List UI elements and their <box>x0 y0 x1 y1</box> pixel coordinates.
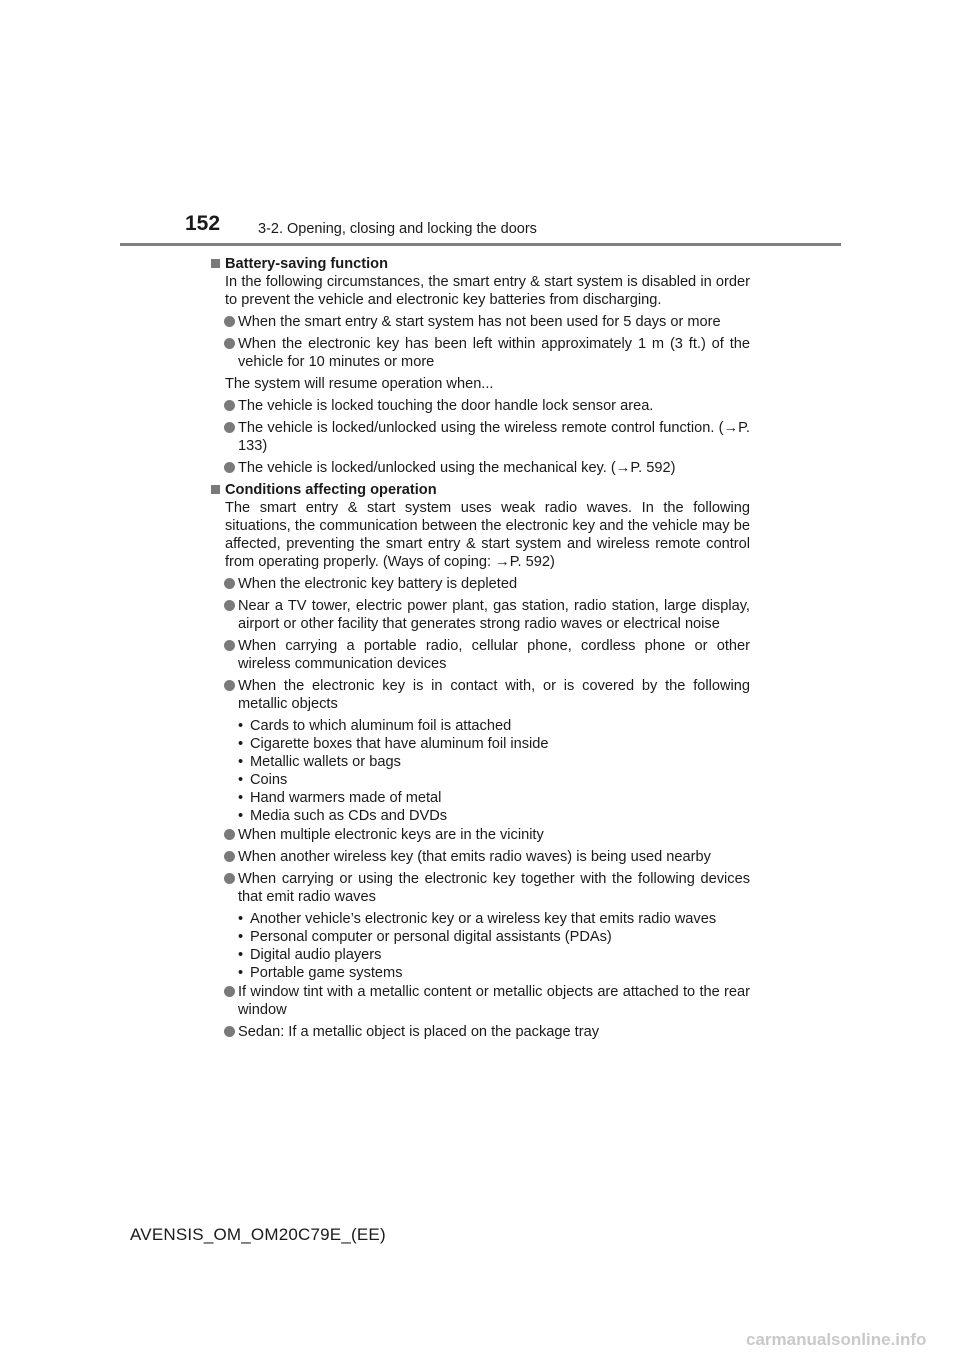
conditions-section <box>210 481 750 1041</box>
list-item-text: Near a TV tower, electric power plant, gas station, radio station, large display, airport or other facility that generates strong radio waves or electrical noise <box>238 598 750 632</box>
square-bullet-icon <box>211 259 220 268</box>
heading-text: Battery-saving function <box>225 256 388 272</box>
list-item-text: The vehicle is locked/unlocked using the wireless remote control function. (→P. 133) <box>238 420 750 454</box>
list-item-text: When the smart entry & start system has not been used for 5 days or more <box>238 314 721 330</box>
square-bullet-icon <box>211 485 220 494</box>
list-item <box>210 983 750 1019</box>
sub-list-item: • Cards to which aluminum foil is attached <box>210 717 750 735</box>
list-item-text: When the electronic key has been left within approximately 1 m (3 ft.) of the vehicle for 10 minutes or more <box>238 336 750 370</box>
sub-list-item: • Cigarette boxes that have aluminum foil inside <box>210 735 750 753</box>
list-item <box>210 870 750 906</box>
sub-list-item: • Personal computer or personal digital assistants (PDAs) <box>210 928 750 946</box>
sub-list-item: • Metallic wallets or bags <box>210 753 750 771</box>
list-item-text: The vehicle is locked/unlocked using the mechanical key. (→P. 592) <box>238 460 676 476</box>
circle-bullet-icon <box>224 640 235 651</box>
sub-list-item: • Coins <box>210 771 750 789</box>
list-item-text: When the electronic key is in contact with, or is covered by the following metallic objects <box>238 678 750 712</box>
page-content <box>210 255 750 1041</box>
heading-text: Conditions affecting operation <box>225 482 437 498</box>
list-item <box>210 1023 750 1041</box>
circle-bullet-icon <box>224 680 235 691</box>
page-number: 152 <box>185 212 221 235</box>
list-item-text: The vehicle is locked touching the door handle lock sensor area. <box>238 398 654 414</box>
circle-bullet-icon <box>224 829 235 840</box>
header-divider <box>120 243 841 246</box>
circle-bullet-icon <box>224 422 235 433</box>
radio-devices-list <box>210 910 750 982</box>
document-code: AVENSIS_OM_OM20C79E_(EE) <box>130 1225 386 1244</box>
list-item <box>210 575 750 593</box>
list-item <box>210 419 750 455</box>
list-item-text: When the electronic key battery is depleted <box>238 576 518 592</box>
list-item <box>210 848 750 866</box>
battery-saving-section <box>210 255 750 477</box>
list-item-text: If window tint with a metallic content or metallic objects are attached to the rear window <box>238 984 750 1018</box>
circle-bullet-icon <box>224 316 235 327</box>
list-item <box>210 313 750 331</box>
circle-bullet-icon <box>224 578 235 589</box>
list-item <box>210 677 750 713</box>
section-heading <box>210 481 750 499</box>
section-heading <box>210 255 750 273</box>
watermark: carmanualsonline.info <box>746 1330 927 1349</box>
list-item-text: When multiple electronic keys are in the vicinity <box>238 827 544 843</box>
sub-list-item: • Media such as CDs and DVDs <box>210 807 750 825</box>
list-item-text: When another wireless key (that emits radio waves) is being used nearby <box>238 849 711 865</box>
circle-bullet-icon <box>224 851 235 862</box>
list-item <box>210 826 750 844</box>
list-item <box>210 335 750 371</box>
circle-bullet-icon <box>224 1026 235 1037</box>
list-item-text: When carrying a portable radio, cellular phone, cordless phone or other wireless communication devices <box>238 638 750 672</box>
circle-bullet-icon <box>224 873 235 884</box>
circle-bullet-icon <box>224 600 235 611</box>
circle-bullet-icon <box>224 986 235 997</box>
sub-list-item: • Another vehicle’s electronic key or a wireless key that emits radio waves <box>210 910 750 928</box>
page-header <box>0 0 960 250</box>
circle-bullet-icon <box>224 338 235 349</box>
metallic-objects-list <box>210 717 750 825</box>
list-item <box>210 597 750 633</box>
sub-list-item: • Portable game systems <box>210 964 750 982</box>
list-item-text: When carrying or using the electronic key together with the following devices that emit radio waves <box>238 871 750 905</box>
paragraph: The smart entry & start system uses weak radio waves. In the following situations, the communication between the electronic key and the vehicle may be affected, preventing the smart entry & start system and wireless remote control from operating properly. (Ways of coping: →P. 592) <box>225 500 750 570</box>
circle-bullet-icon <box>224 462 235 473</box>
list-item-text: Sedan: If a metallic object is placed on the package tray <box>238 1024 600 1040</box>
section-title: 3-2. Opening, closing and locking the doors <box>258 221 537 237</box>
paragraph: The system will resume operation when... <box>225 376 494 392</box>
sub-list-item: • Hand warmers made of metal <box>210 789 750 807</box>
circle-bullet-icon <box>224 400 235 411</box>
list-item <box>210 397 750 415</box>
list-item <box>210 637 750 673</box>
list-item <box>210 459 750 477</box>
sub-list-item: • Digital audio players <box>210 946 750 964</box>
paragraph: In the following circumstances, the smart entry & start system is disabled in order to prevent the vehicle and electronic key batteries from discharging. <box>225 274 750 308</box>
